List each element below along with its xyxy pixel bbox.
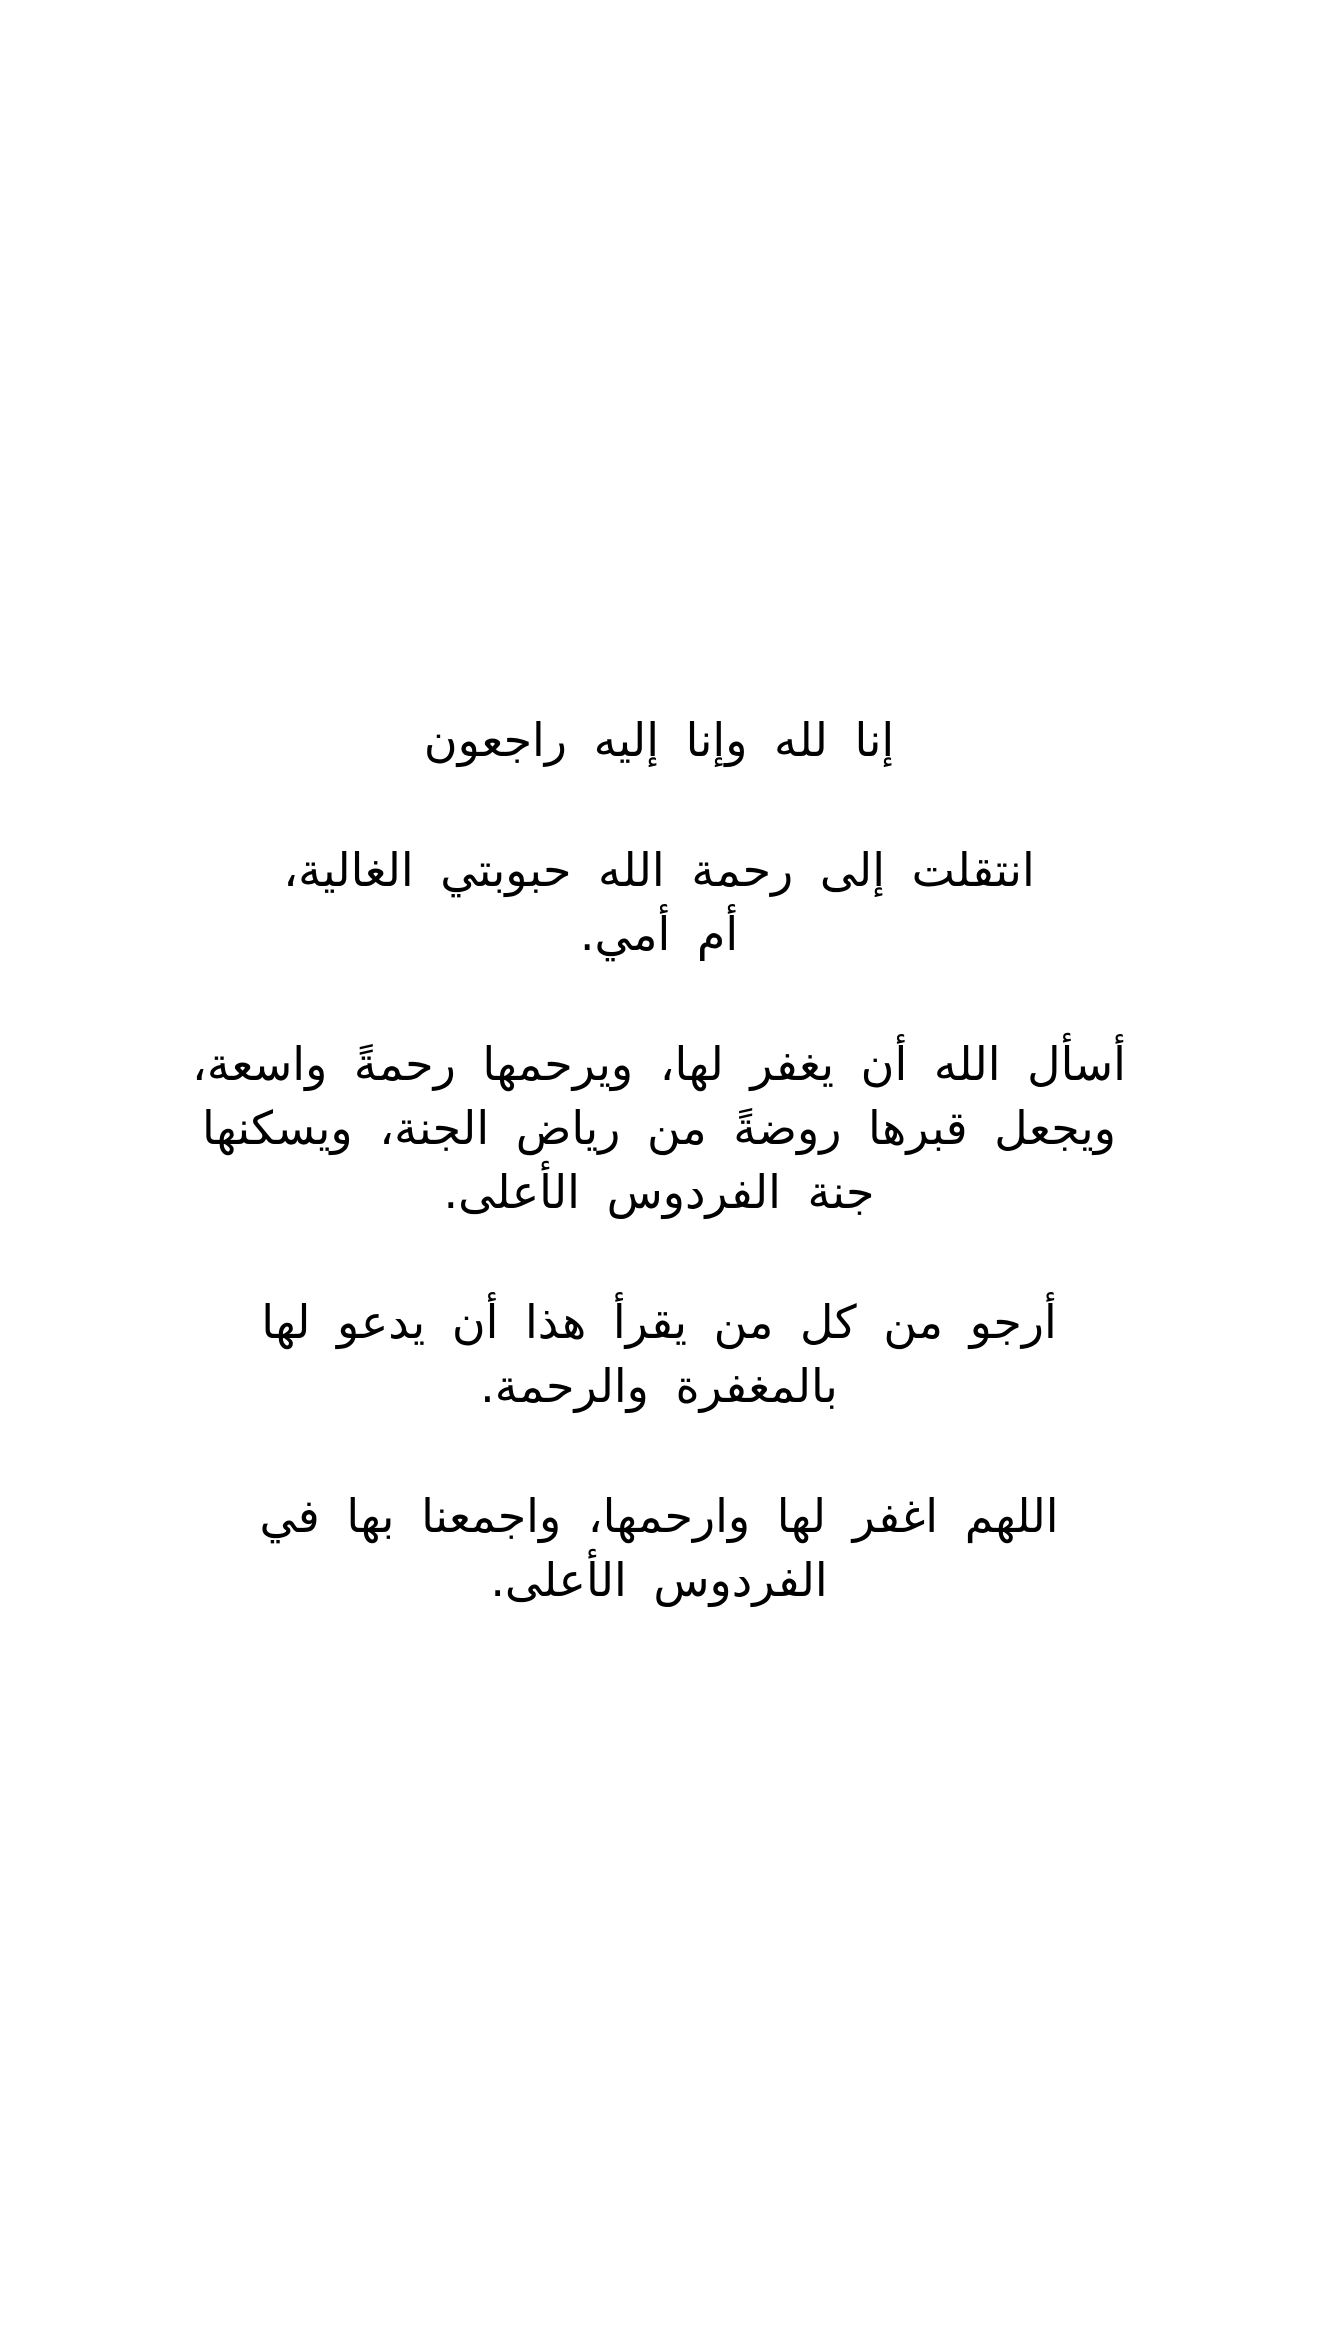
closing-supplication (0, 1484, 1318, 1612)
text-line: أسأل الله أن يغفر لها، ويرحمها رحمةً واسعة، (192, 1037, 1126, 1091)
text-line: أرجو من كل من يقرأ هذا أن يدعو لها (261, 1295, 1057, 1349)
condolence-message (0, 708, 1318, 1678)
announcement-paragraph (0, 838, 1318, 966)
text-line: الفردوس الأعلى. (490, 1553, 828, 1607)
text-line: بالمغفرة والرحمة. (480, 1359, 838, 1413)
text-line: أم أمي. (579, 907, 739, 961)
text-line: انتقلت إلى رحمة الله حبوبتي الغالية، (283, 843, 1035, 897)
prayer-paragraph (0, 1032, 1318, 1224)
text-line: إنا لله وإنا إليه راجعون (423, 713, 895, 767)
text-line: جنة الفردوس الأعلى. (443, 1165, 875, 1219)
text-line: اللهم اغفر لها وارحمها، واجمعنا بها في (259, 1489, 1059, 1543)
request-paragraph (0, 1290, 1318, 1418)
text-line: ويجعل قبرها روضةً من رياض الجنة، ويسكنها (202, 1101, 1116, 1155)
opening-verse (0, 708, 1318, 772)
